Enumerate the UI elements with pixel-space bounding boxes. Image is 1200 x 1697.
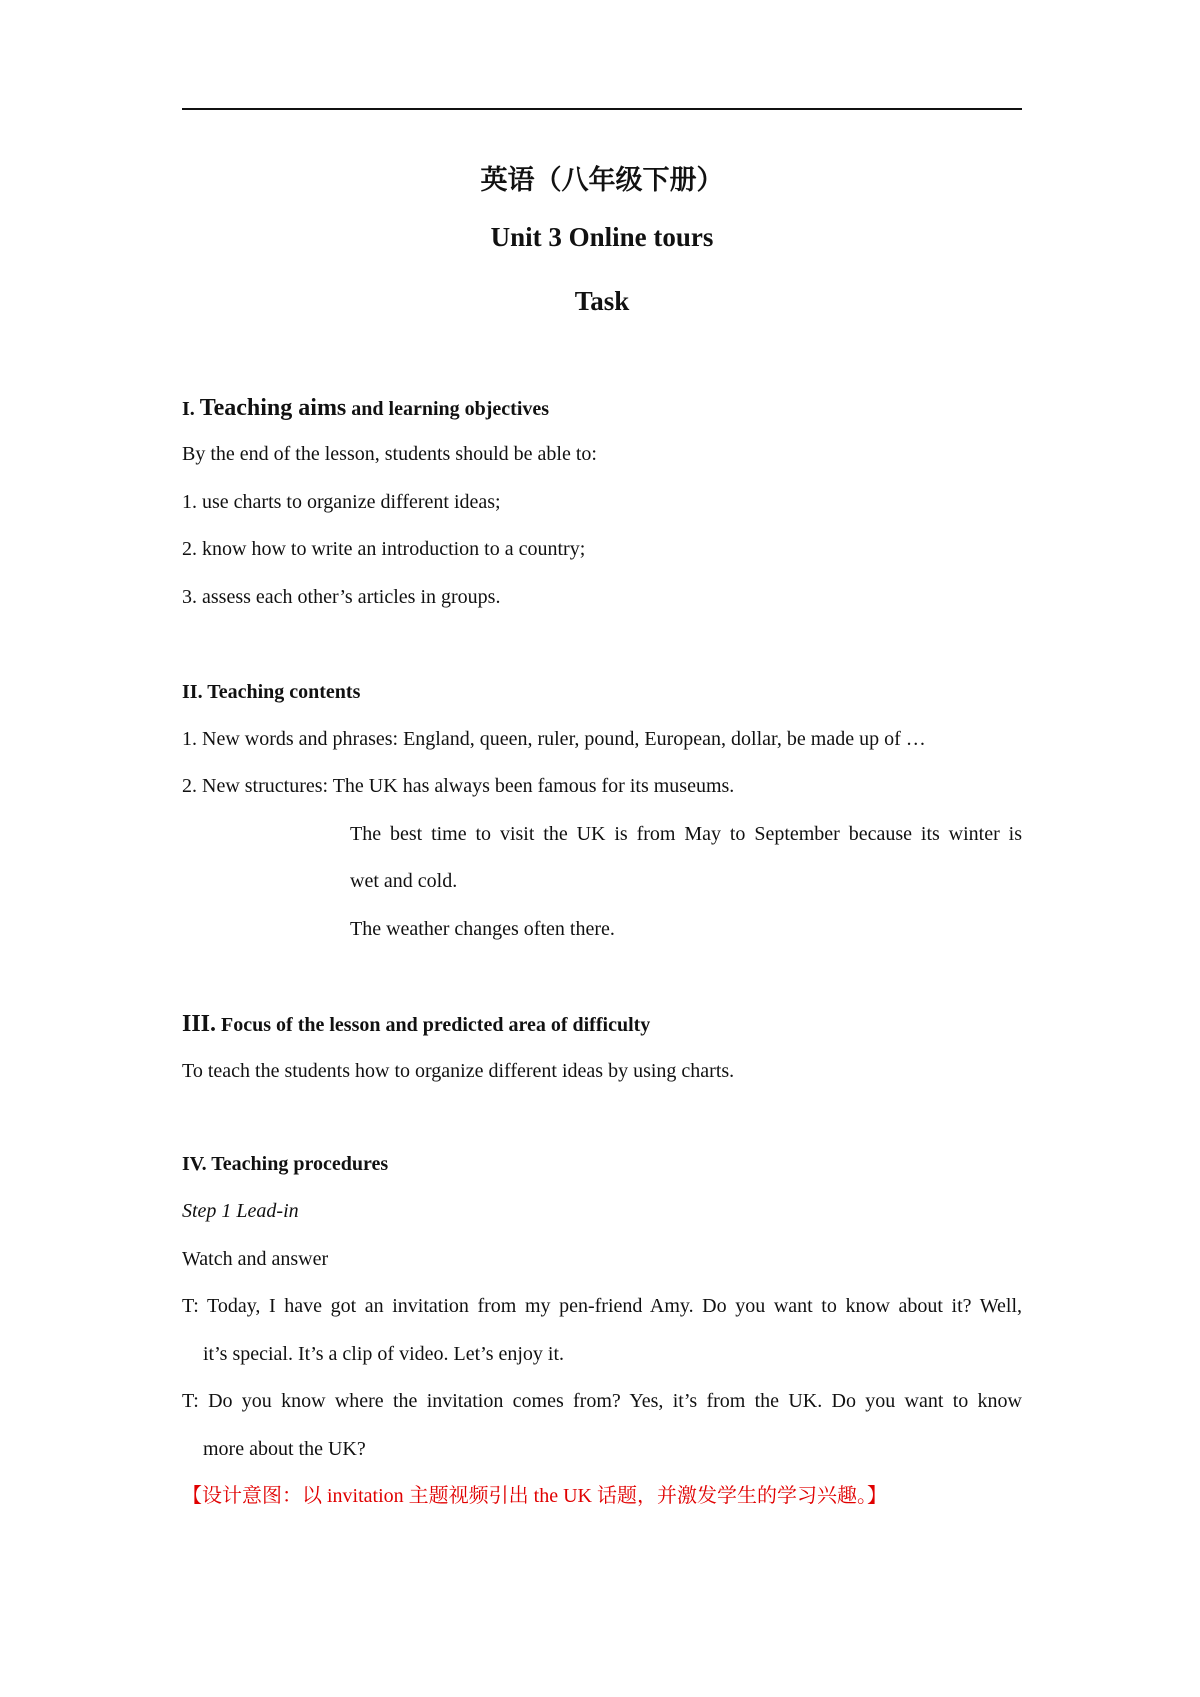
section-1-heading-rest: and learning objectives xyxy=(351,398,550,420)
new-structures-line: 2. New structures: The UK has always been famous for its museums. xyxy=(182,775,735,797)
section-1-number: I. xyxy=(182,398,195,420)
section-4-heading: IV. Teaching procedures xyxy=(182,1153,389,1175)
header-rule xyxy=(182,108,1022,110)
objective-item: 2. know how to write an introduction to a country; xyxy=(182,538,586,560)
teacher-line: T: Today, I have got an invitation from my pen-friend Amy. Do you want to know about it? Well, xyxy=(182,1295,1022,1317)
teacher-line: T: Do you know where the invitation comes from? Yes, it’s from the UK. Do you want to know xyxy=(182,1390,1022,1412)
unit-title: Unit 3 Online tours xyxy=(490,222,714,252)
section-1-heading-main: Teaching aims xyxy=(199,395,347,421)
activity-label: Watch and answer xyxy=(182,1248,329,1270)
objective-item: 1. use charts to organize different ideas; xyxy=(182,491,501,513)
section-1-intro: By the end of the lesson, students should be able to: xyxy=(182,443,597,465)
section-3-number: III. xyxy=(182,1011,217,1037)
section-3-heading-rest: Focus of the lesson and predicted area of difficulty xyxy=(221,1014,651,1036)
design-intent-note: 【设计意图：以 invitation 主题视频引出 the UK 话题，并激发学生的学习兴趣。】 xyxy=(182,1485,887,1507)
structure-line: The weather changes often there. xyxy=(350,918,615,940)
section-3-heading xyxy=(182,1010,650,1039)
teacher-line-cont: more about the UK? xyxy=(203,1438,366,1460)
document-title-cn: 英语（八年级下册） xyxy=(480,165,724,195)
teacher-line-cont: it’s special. It’s a clip of video. Let’s enjoy it. xyxy=(203,1343,565,1365)
structure-line: wet and cold. xyxy=(350,870,458,892)
section-2-heading: II. Teaching contents xyxy=(182,681,361,703)
objective-item: 3. assess each other’s articles in groups. xyxy=(182,586,501,608)
structure-line: The best time to visit the UK is from May to September because its winter is xyxy=(350,823,1022,845)
lesson-title: Task xyxy=(574,286,630,316)
step-title: Step 1 Lead-in xyxy=(182,1200,299,1222)
new-words-line: 1. New words and phrases: England, queen, ruler, pound, European, dollar, be made up of … xyxy=(182,728,926,750)
section-1-heading xyxy=(182,394,549,423)
section-3-text: To teach the students how to organize different ideas by using charts. xyxy=(182,1060,735,1082)
